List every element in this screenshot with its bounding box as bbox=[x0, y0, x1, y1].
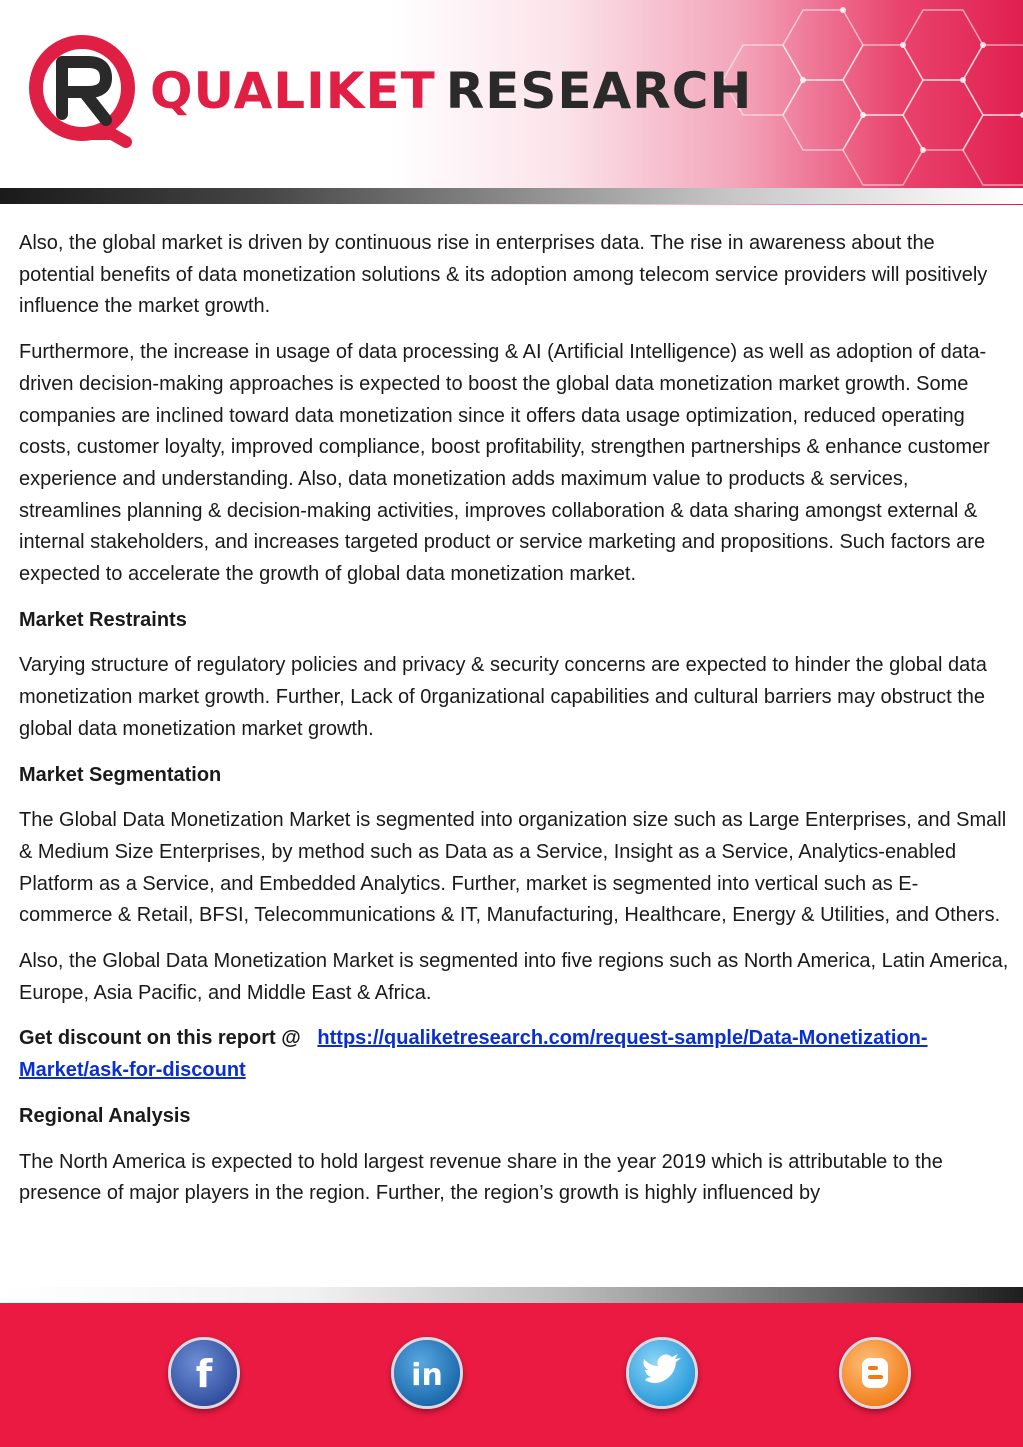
paragraph-regions: Also, the Global Data Monetization Market is segmented into five regions such as North America, Latin America, Europe, Asia Pacific, and Middle East & Africa. bbox=[19, 950, 1009, 1004]
paragraph-regional: The North America is expected to hold largest revenue share in the year 2019 which is attributable to the presence of major players in the region. Further, the region’s growth is highly influenced by bbox=[19, 1150, 943, 1205]
paragraph-growth-factors: Furthermore, the increase in usage of data processing & AI (Artificial Intelligence) as well as adoption of data-driven decision-making approaches is expected to boost the global data monetization market growth. Some companies are inclined toward data monetization since it offers data usage optimization, reduced operating costs, customer loyalty, improved compliance, boost profitability, strengthen partnerships & enhance customer experience and understanding. Also, data monetization adds maximum value to products & services, streamlines planning & decision-making activities, improves collaboration & data sharing amongst external & internal stakeholders, and increases targeted product or service marketing and propositions. Such factors are expected to accelerate the growth of global data monetization market. bbox=[19, 341, 990, 586]
brand-name bbox=[150, 62, 753, 120]
discount-link[interactable]: https://qualiketresearch.com/request-sample/Data-Monetization-Market/ask-for-discount bbox=[19, 1027, 928, 1082]
page-footer bbox=[0, 1303, 1023, 1447]
discount-label: Get discount on this report @ bbox=[19, 1027, 301, 1050]
brand-name-part1: QUALIKET bbox=[150, 62, 436, 120]
facebook-icon[interactable] bbox=[168, 1337, 240, 1409]
linkedin-icon[interactable] bbox=[391, 1337, 463, 1409]
paragraph-market-drivers: Also, the global market is driven by continuous rise in enterprises data. The rise in awareness about the potential benefits of data monetization solutions & its adoption among telecom service providers will positively influence the market growth. bbox=[19, 232, 988, 318]
paragraph-restraints: Varying structure of regulatory policies and privacy & security concerns are expected to hinder the global data monetization market growth. Further, Lack of 0rganizational capabilities and cultural barriers may obstruct the global data monetization market growth. bbox=[19, 654, 987, 740]
svg-text:in: in bbox=[411, 1358, 443, 1393]
heading-market-restraints: Market Restraints bbox=[19, 608, 187, 631]
twitter-icon[interactable] bbox=[626, 1337, 698, 1409]
heading-regional-analysis: Regional Analysis bbox=[19, 1104, 191, 1127]
paragraph-segmentation: The Global Data Monetization Market is segmented into organization size such as Large Enterprises, and Small & Medium Size Enterprises, by method such as Data as a Service, Insight as a Service, Analytics-enabled Platform as a Service, and Embedded Analytics. Further, market is segmented into vertical such as E-commerce & Retail, BFSI, Telecommunications & IT, Manufacturing, Healthcare, Energy & Utilities, and Others. bbox=[19, 809, 1007, 927]
header-divider-strip bbox=[0, 188, 1023, 204]
brand-name-part2: RESEARCH bbox=[445, 62, 753, 120]
document-body bbox=[19, 228, 1009, 1224]
blogger-icon[interactable] bbox=[839, 1337, 911, 1409]
qr-logo-icon bbox=[22, 30, 152, 148]
page-header bbox=[0, 0, 1023, 205]
discount-line bbox=[19, 1023, 1009, 1086]
heading-market-segmentation: Market Segmentation bbox=[19, 763, 222, 786]
svg-text:f: f bbox=[195, 1352, 213, 1396]
footer-divider-strip bbox=[0, 1287, 1023, 1303]
